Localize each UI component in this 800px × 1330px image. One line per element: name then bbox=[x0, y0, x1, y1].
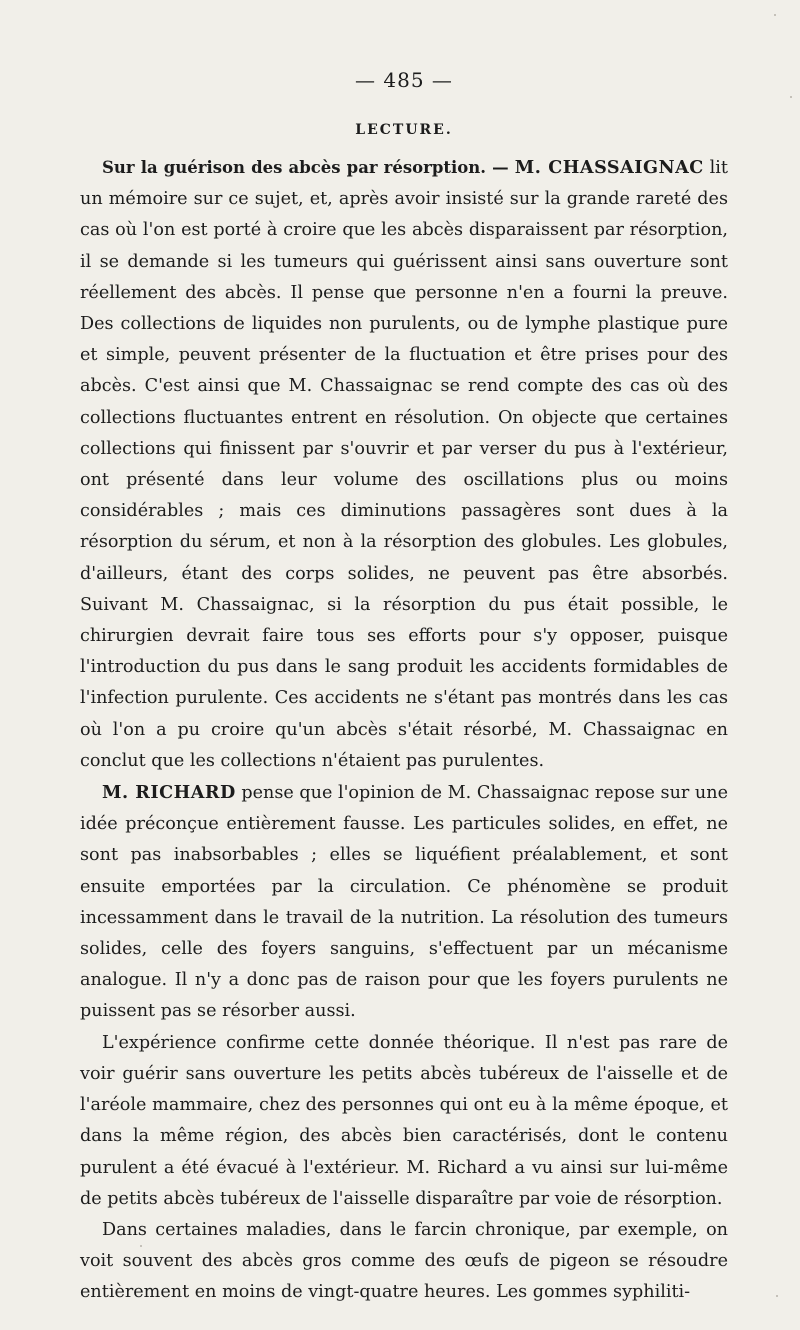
paper-speck bbox=[140, 1245, 142, 1247]
paragraph-farcin bbox=[80, 1215, 728, 1309]
speaker-name: M. RICHARD bbox=[102, 782, 236, 804]
paragraph-experience bbox=[80, 1028, 728, 1215]
paragraph-chassaignac bbox=[80, 152, 728, 777]
paper-speck bbox=[790, 96, 792, 98]
paragraph-text: L'expérience confirme cette donnée théorique. Il n'est pas rare de voir guérir sans ouverture les petits abcès tubéreux de l'aisselle et de l'aréole mammaire, chez des personnes qui ont eu à la même époque, et dans la même région, des abcès bien caractérisés, dont le contenu purulent a été évacué à l'extérieur. M. Richard a vu ainsi sur lui-même de petits abcès tubéreux de l'aisselle disparaître par voie de résorption. bbox=[80, 1032, 728, 1209]
paragraph-text: lit un mémoire sur ce sujet, et, après avoir insisté sur la grande rareté des cas où l'on est porté à croire que les abcès disparaissent par résorption, il se demande si les tumeurs qui guérissent ainsi sans ouverture sont réellement des abcès. Il pense que personne n'en a fourni la preuve. Des collections de liquides non purulents, ou de lymphe plastique pure et simple, peuvent présenter de la fluctuation et être prises pour des abcès. C'est ainsi que M. Chassaignac se rend compte des cas où des collections fluctuantes entrent en résolution. On objecte que certaines collections qui finissent par s'ouvrir et par verser du pus à l'extérieur, ont présenté dans leur volume des oscillations plus ou moins considérables ; mais ces diminutions passagères sont dues à la résorption du sérum, et non à la résorption des globules. Les globules, d'ailleurs, étant des corps solides, ne peuvent pas être absorbés. Suivant M. Chassaignac, si la résorption du pus était possible, le chirurgien devrait faire tous ses efforts pour s'y opposer, puisque l'introduction du pus dans le sang produit les accidents formidables de l'infection purulente. Ces accidents ne s'étant pas montrés dans les cas où l'on a pu croire qu'un abcès s'était résorbé, M. Chassaignac en conclut que les collections n'étaient pas purulentes. bbox=[80, 158, 728, 771]
paper-speck bbox=[774, 14, 776, 16]
speaker-name: M. CHASSAIGNAC bbox=[514, 157, 704, 178]
section-heading: LECTURE. bbox=[355, 122, 453, 138]
paper-speck bbox=[776, 1295, 778, 1297]
book-page bbox=[80, 68, 728, 1309]
paragraph-text: pense que l'opinion de M. Chassaignac repose sur une idée préconçue entièrement fausse. Les particules solides, en effet, ne sont pas inabsorbables ; elles se liquéfient préalablement, et sont ensuite emportées par la circulation. Ce phénomène se produit incessamment dans le travail de la nutrition. La résolution des tumeurs solides, celle des foyers sanguins, s'effectuent par un mécanisme analogue. Il n'y a donc pas de raison pour que les foyers purulents ne puissent pas se résorber aussi. bbox=[80, 783, 728, 1022]
paragraph-richard bbox=[80, 777, 728, 1028]
paragraph-text: Dans certaines maladies, dans le farcin chronique, par exemple, on voit souvent des abcès gros comme des œufs de pigeon se résoudre entièrement en moins de vingt-quatre heures. Les gommes syphiliti- bbox=[80, 1219, 728, 1303]
article-title: Sur la guérison des abcès par résorption. — bbox=[102, 158, 515, 177]
page-number: — 485 — bbox=[355, 68, 453, 92]
